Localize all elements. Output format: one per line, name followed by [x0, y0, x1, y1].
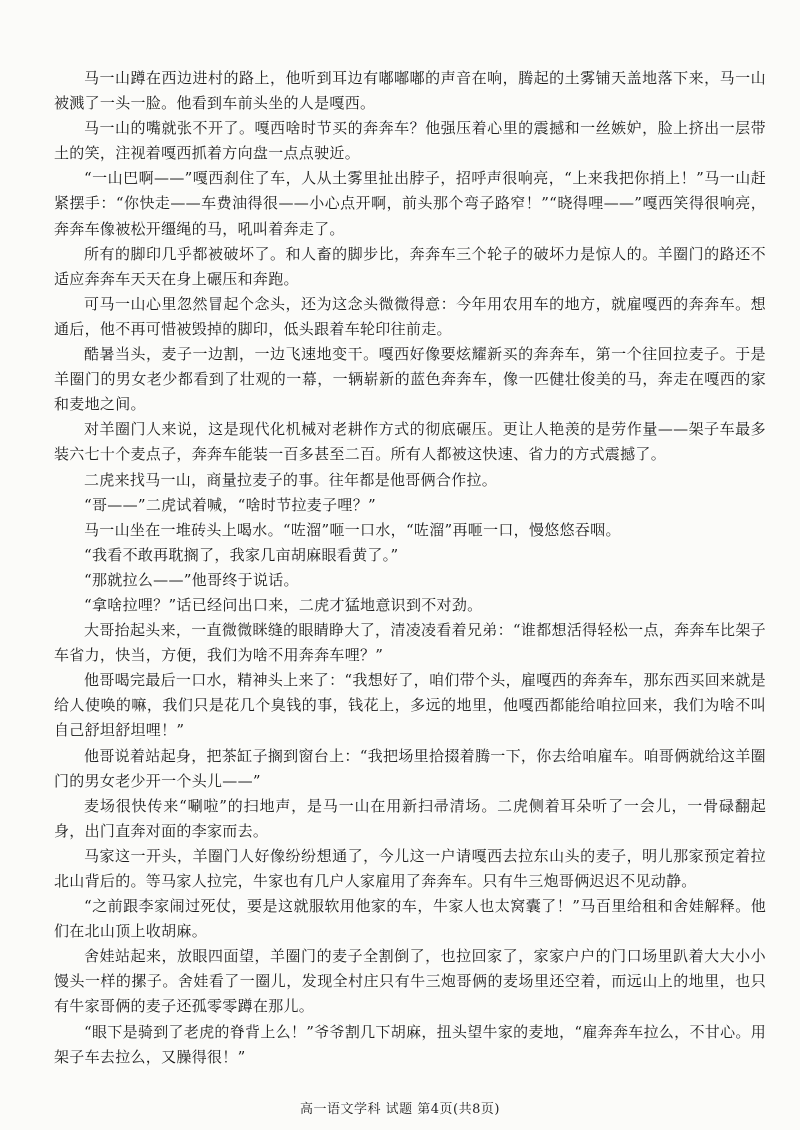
- paragraph: “那就拉么——”他哥终于说话。: [84, 570, 299, 589]
- page-footer: 高一语文学科 试题 第4页(共8页): [300, 1102, 500, 1117]
- paragraph: 他哥喝完最后一口水，精神头上来了：“我想好了，咱们带个头，雇嘎西的奔奔车，那东西买回来就是给人使唤的嘛，我们只是花几个臭钱的事，钱花上，多远的地里，他嘎西都能给咱拉回来，我们为啥不叫自己舒坦舒坦哩！”: [54, 671, 766, 740]
- paragraph: “眼下是骑到了老虎的脊背上么！”爷爷割几下胡麻，扭头望牛家的麦地，“雇奔奔车拉么，不甘心。用架子车去拉么，又臊得很！”: [54, 1022, 766, 1066]
- paragraph: “我看不敢再耽搁了，我家几亩胡麻眼看黄了。”: [84, 545, 399, 564]
- paragraph: 舍娃站起来，放眼四面望，羊圈门的麦子全割倒了，也拉回家了，家家户户的门口场里趴着大大小小馒头一样的摞子。舍娃看了一圈儿，发现全村庄只有牛三炮哥俩的麦场里还空着，而远山上的地里，也只有牛家哥俩的麦子还孤零零蹲在那儿。: [54, 947, 766, 1016]
- paragraph: 对羊圈门人来说，这是现代化机械对老耕作方式的彻底碾压。更让人艳羡的是劳作量——架子车最多装六七十个麦点子，奔奔车能装一百多甚至二百。所有人都被这快速、省力的方式震撼了。: [54, 420, 766, 464]
- paragraph: “哥——”二虎试着喊，“啥时节拉麦子哩？”: [84, 495, 376, 514]
- paragraph: 大哥抬起头来，一直微微眯缝的眼睛睁大了，清凌凌看着兄弟：“谁都想活得轻松一点，奔奔车比架子车省力，快当，方便，我们为啥不用奔奔车哩？”: [54, 621, 766, 665]
- paragraph: 他哥说着站起身，把茶缸子搁到窗台上：“我把场里拾掇着腾一下，你去给咱雇车。咱哥俩就给这羊圈门的男女老少开一个头儿——”: [54, 746, 766, 790]
- article-body: [54, 66, 766, 1070]
- paragraph: 马一山坐在一堆砖头上喝水。“咗溜”咂一口水，“咗溜”再咂一口，慢悠悠吞咽。: [84, 520, 621, 539]
- paragraph: “一山巴啊——”嘎西刹住了车，人从土雾里扯出脖子，招呼声很响亮，“上来我把你捎上！”马一山赶紧摆手：“你快走——车费油得很——小心点开啊，前头那个弯子路窄！”“晓得哩——”嘎西笑得很响亮，奔奔车像被松开缰绳的马，吼叫着奔走了。: [54, 169, 766, 238]
- paragraph: 二虎来找马一山，商量拉麦子的事。往年都是他哥俩合作拉。: [84, 470, 498, 489]
- paragraph: 酷暑当头，麦子一边割，一边飞速地变干。嘎西好像要炫耀新买的奔奔车，第一个往回拉麦子。于是羊圈门的男女老少都看到了壮观的一幕，一辆崭新的蓝色奔奔车，像一匹健壮俊美的马，奔走在嘎西的家和麦地之间。: [54, 345, 766, 414]
- paragraph: 可马一山心里忽然冒起个念头，还为这念头微微得意：今年用农用车的地方，就雇嘎西的奔奔车。想通后，他不再可惜被毁掉的脚印，低头跟着车轮印往前走。: [54, 294, 766, 338]
- paragraph: 马一山蹲在西边进村的路上，他听到耳边有嘟嘟嘟的声音在响，腾起的土雾铺天盖地落下来，马一山被溅了一头一脸。他看到车前头坐的人是嘎西。: [54, 69, 766, 113]
- paragraph: 马家这一开头，羊圈门人好像纷纷想通了，今儿这一户请嘎西去拉东山头的麦子，明儿那家预定着拉北山背后的。等马家人拉完，牛家也有几户人家雇用了奔奔车。只有牛三炮哥俩迟迟不见动静。: [54, 846, 766, 890]
- paragraph: 所有的脚印几乎都被破坏了。和人畜的脚步比，奔奔车三个轮子的破坏力是惊人的。羊圈门的路还不适应奔奔车天天在身上碾压和奔跑。: [54, 244, 766, 288]
- paragraph: “拿啥拉哩？”话已经问出口来，二虎才猛地意识到不对劲。: [84, 595, 483, 614]
- paragraph: 麦场很快传来“唰啦”的扫地声，是马一山在用新扫帚清场。二虎侧着耳朵听了一会儿，一骨碌翻起身，出门直奔对面的李家而去。: [54, 796, 766, 840]
- paragraph: “之前跟李家闹过死仗，要是这就服软用他家的车，牛家人也太窝囊了！”马百里给租和舍娃解释。他们在北山顶上收胡麻。: [54, 897, 766, 941]
- paragraph: 马一山的嘴就张不开了。嘎西啥时节买的奔奔车？他强压着心里的震撼和一丝嫉妒，脸上挤出一层带土的笑，注视着嘎西抓着方向盘一点点驶近。: [54, 119, 766, 163]
